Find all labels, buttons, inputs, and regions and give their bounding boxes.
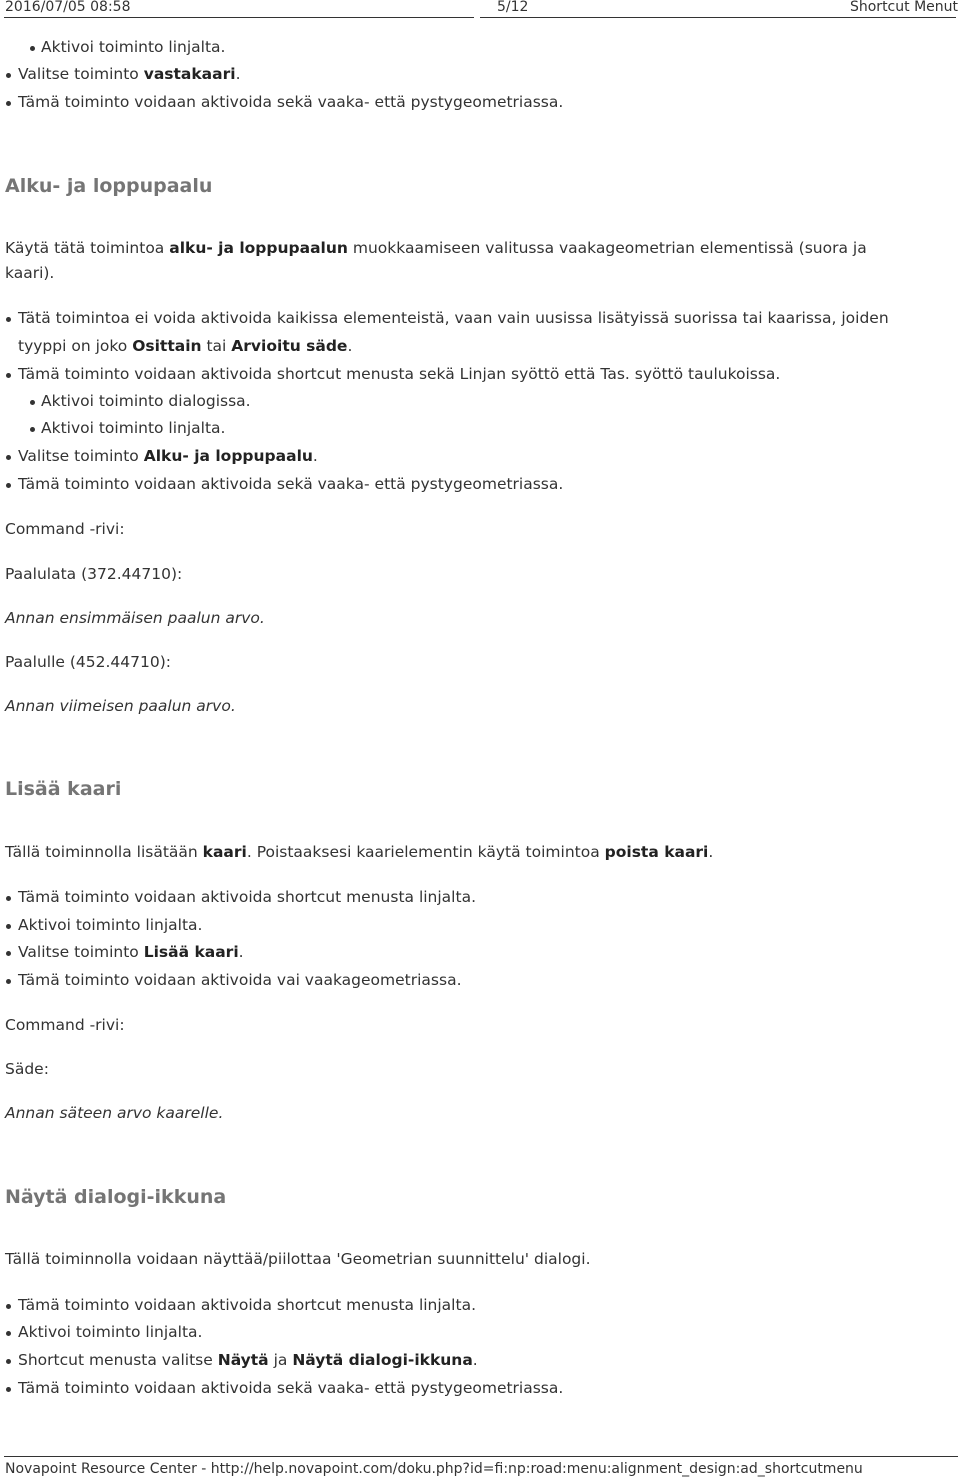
list-item: Tämä toiminto voidaan aktivoida sekä vaaka- että pystygeometriassa. bbox=[18, 93, 564, 111]
header-page-number: 5/12 bbox=[497, 0, 529, 15]
command-label: Command -rivi: bbox=[5, 520, 125, 538]
list-item: Aktivoi toiminto linjalta. bbox=[18, 916, 203, 934]
footer-rule bbox=[4, 1456, 958, 1457]
bullet-icon bbox=[6, 1359, 11, 1364]
list-item: Aktivoi toiminto linjalta. bbox=[41, 419, 226, 437]
command-description: Annan säteen arvo kaarelle. bbox=[5, 1104, 224, 1122]
paragraph-alku-intro: Käytä tätä toimintoa alku- ja loppupaalun muokkaamiseen valitussa vaakageometrian elementissä (suora ja bbox=[5, 239, 867, 257]
list-item: Valitse toiminto Alku- ja loppupaalu. bbox=[18, 447, 318, 465]
bullet-icon bbox=[6, 101, 11, 106]
list-item: Tämä toiminto voidaan aktivoida sekä vaaka- että pystygeometriassa. bbox=[18, 475, 564, 493]
section-heading-lisaa: Lisää kaari bbox=[5, 778, 122, 800]
section-heading-nayta: Näytä dialogi-ikkuna bbox=[5, 1186, 227, 1208]
list-item: Shortcut menusta valitse Näytä ja Näytä dialogi-ikkuna. bbox=[18, 1351, 478, 1369]
bullet-icon bbox=[6, 317, 11, 322]
list-item: Tämä toiminto voidaan aktivoida sekä vaaka- että pystygeometriassa. bbox=[18, 1379, 564, 1397]
bullet-icon bbox=[6, 73, 11, 78]
header-title: Shortcut Menut bbox=[849, 0, 958, 15]
list-item: Tämä toiminto voidaan aktivoida shortcut menusta linjalta. bbox=[18, 888, 476, 906]
command-prompt: Säde: bbox=[5, 1060, 49, 1078]
bullet-icon bbox=[30, 46, 35, 51]
bullet-icon bbox=[6, 924, 11, 929]
command-description: Annan ensimmäisen paalun arvo. bbox=[5, 609, 265, 627]
section-heading-alku: Alku- ja loppupaalu bbox=[5, 175, 213, 197]
paragraph-alku-intro-cont: kaari). bbox=[5, 264, 55, 282]
bullet-icon bbox=[30, 400, 35, 405]
command-prompt: Paalulle (452.44710): bbox=[5, 653, 171, 671]
bullet-icon bbox=[6, 455, 11, 460]
paragraph-nayta-intro: Tällä toiminnolla voidaan näyttää/piilottaa 'Geometrian suunnittelu' dialogi. bbox=[5, 1250, 591, 1268]
header-rule-right bbox=[480, 17, 956, 18]
bullet-icon bbox=[6, 1304, 11, 1309]
bullet-icon bbox=[30, 427, 35, 432]
bullet-icon bbox=[6, 896, 11, 901]
list-item: Tämä toiminto voidaan aktivoida shortcut menusta linjalta. bbox=[18, 1296, 476, 1314]
list-item: Aktivoi toiminto dialogissa. bbox=[41, 392, 251, 410]
list-item: Tämä toiminto voidaan aktivoida shortcut menusta sekä Linjan syöttö että Tas. syöttö taulukoissa. bbox=[18, 365, 781, 383]
header-date: 2016/07/05 08:58 bbox=[5, 0, 131, 15]
header-rule-left bbox=[4, 17, 474, 18]
list-item: Aktivoi toiminto linjalta. bbox=[41, 38, 226, 56]
bullet-icon bbox=[6, 373, 11, 378]
command-description: Annan viimeisen paalun arvo. bbox=[5, 697, 236, 715]
bullet-icon bbox=[6, 979, 11, 984]
list-item: Aktivoi toiminto linjalta. bbox=[18, 1323, 203, 1341]
bullet-icon bbox=[6, 951, 11, 956]
page-footer bbox=[0, 1452, 960, 1478]
list-item: Valitse toiminto Lisää kaari. bbox=[18, 943, 244, 961]
list-item: Tätä toimintoa ei voida aktivoida kaikissa elementeistä, vaan vain uusissa lisätyissä suorissa tai kaarissa, joiden bbox=[18, 309, 889, 327]
list-item: Valitse toiminto vastakaari. bbox=[18, 65, 241, 83]
list-item-cont: tyyppi on joko Osittain tai Arvioitu säde. bbox=[18, 337, 353, 355]
bullet-icon bbox=[6, 1331, 11, 1336]
command-prompt: Paalulata (372.44710): bbox=[5, 565, 183, 583]
command-label: Command -rivi: bbox=[5, 1016, 125, 1034]
bullet-icon bbox=[6, 483, 11, 488]
list-item: Tämä toiminto voidaan aktivoida vai vaakageometriassa. bbox=[18, 971, 462, 989]
footer-url-text: Novapoint Resource Center - http://help.novapoint.com/doku.php?id=fi:np:road:menu:alignment_design:ad_shortcutmenu bbox=[5, 1461, 863, 1477]
page-header bbox=[0, 0, 960, 20]
bullet-icon bbox=[6, 1387, 11, 1392]
paragraph-lisaa-intro: Tällä toiminnolla lisätään kaari. Poistaaksesi kaarielementin käytä toimintoa poista kaari. bbox=[5, 843, 714, 861]
